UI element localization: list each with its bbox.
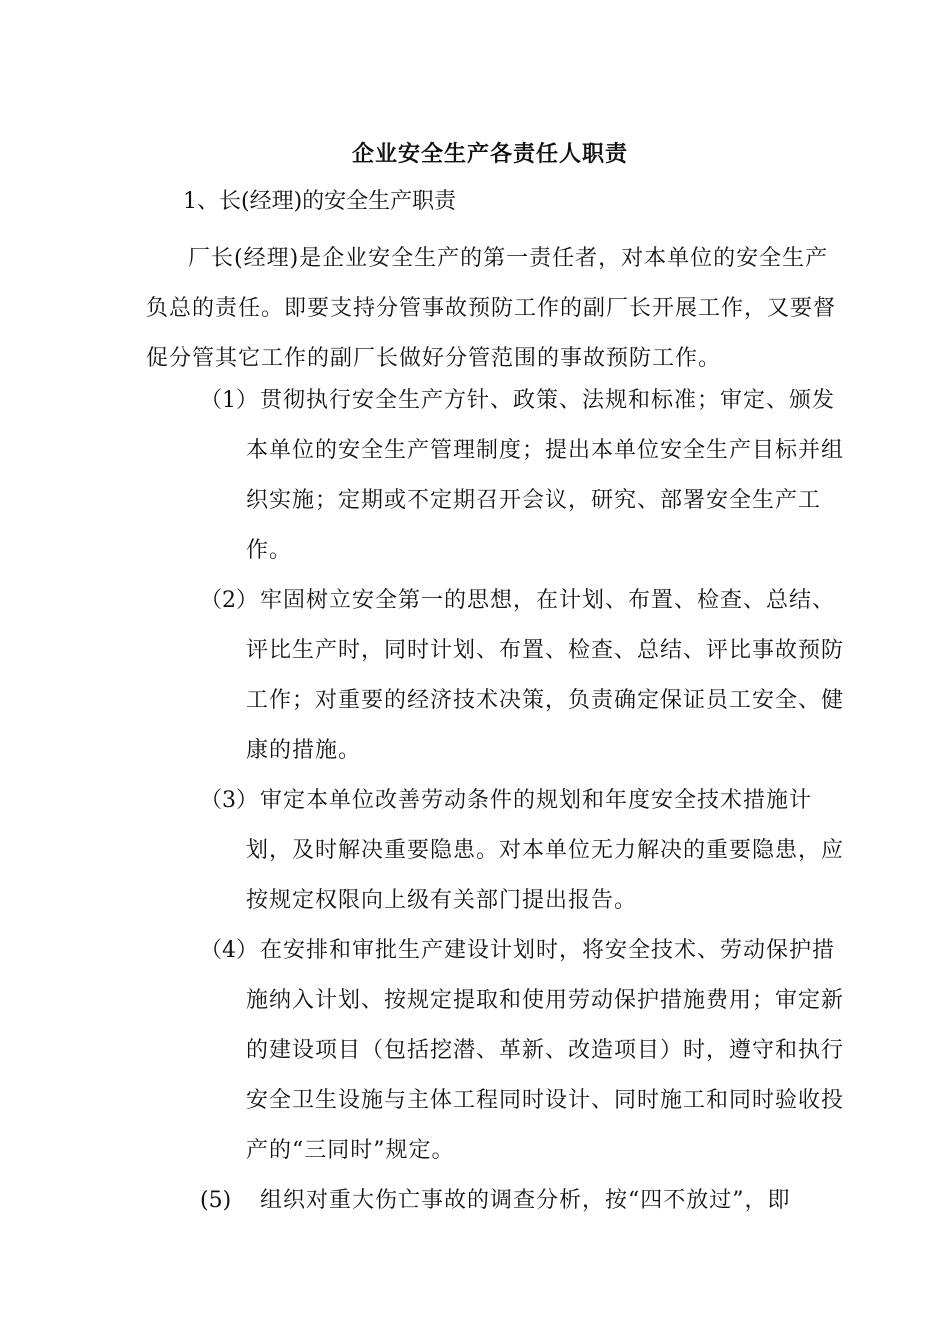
- item-number: （2）: [200, 588, 258, 613]
- section-heading: 1、长(经理)的安全生产职责: [183, 189, 457, 214]
- item-text: 贯彻执行安全生产方针、政策、法规和标准；审定、颁发本单位的安全生产管理制度；提出本单位安全生产目标并组织实施；定期或不定期召开会议，研究、部署安全生产工作。: [246, 388, 845, 563]
- item-number: （4）: [200, 938, 258, 963]
- list-item: [200, 576, 855, 776]
- item-text: 组织对重大伤亡事故的调查分析，按“四不放过”，即: [260, 1188, 791, 1213]
- item-number: (5): [200, 1188, 232, 1213]
- list-item: [200, 776, 855, 926]
- item-text: 在安排和审批生产建设计划时，将安全技术、劳动保护措施纳入计划、按规定提取和使用劳动保护措施费用；审定新的建设项目（包括挖潜、革新、改造项目）时，遵守和执行安全卫生设施与主体工程同时设计、同时施工和同时验收投产的“三同时”规定。: [246, 938, 845, 1163]
- item-text: 牢固树立安全第一的思想，在计划、布置、检查、总结、评比生产时，同时计划、布置、检查、总结、评比事故预防工作；对重要的经济技术决策，负责确定保证员工安全、健康的措施。: [246, 588, 845, 763]
- list-item: [200, 1176, 855, 1226]
- document-title: 企业安全生产各责任人职责: [351, 141, 628, 167]
- item-number: （3）: [200, 788, 258, 813]
- intro-paragraph: 厂长(经理)是企业安全生产的第一责任者，对本单位的安全生产负总的责任。即要支持分管事故预防工作的副厂长开展工作，又要督促分管其它工作的副厂长做好分管范围的事故预防工作。: [146, 246, 837, 371]
- item-text: 审定本单位改善劳动条件的规划和年度安全技术措施计划，及时解决重要隐患。对本单位无力解决的重要隐患，应按规定权限向上级有关部门提出报告。: [246, 788, 845, 913]
- list-item: [200, 376, 855, 576]
- list-item: [200, 926, 855, 1176]
- item-number: （1）: [200, 388, 258, 413]
